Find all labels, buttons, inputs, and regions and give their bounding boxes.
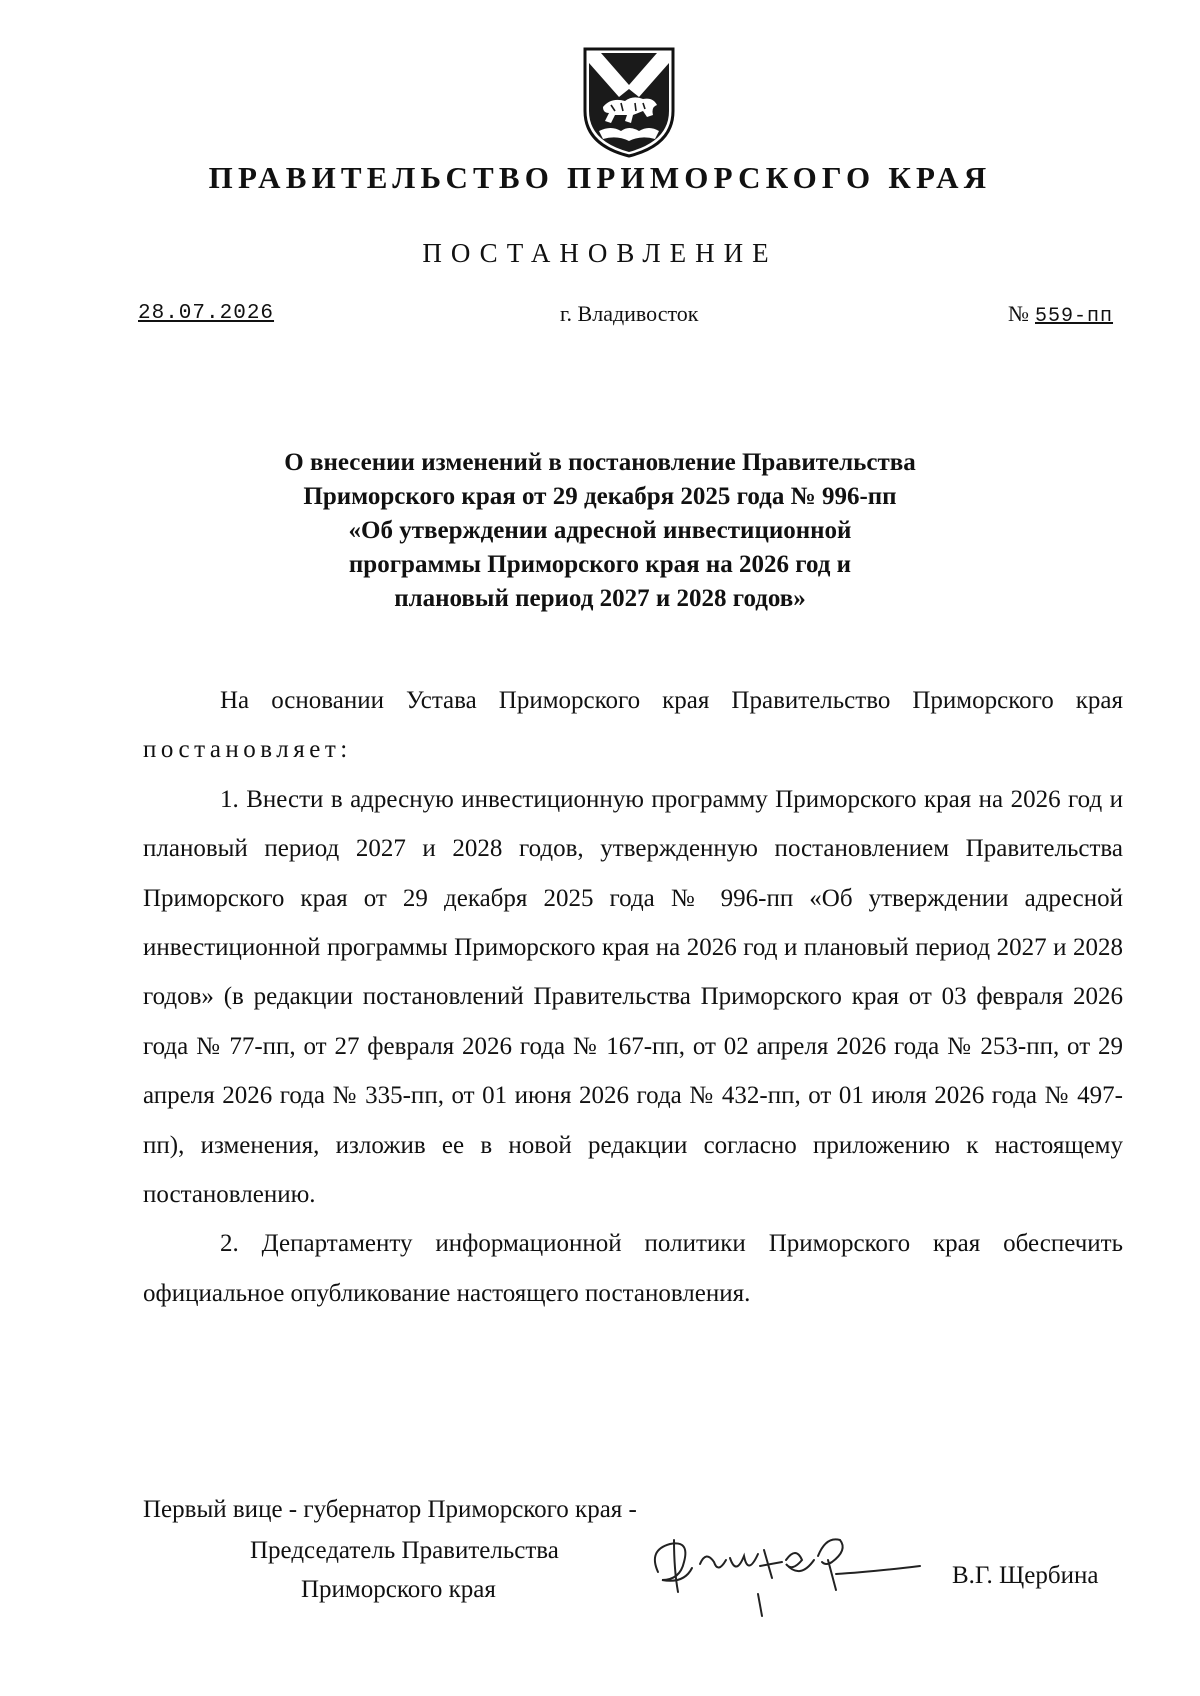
heading-line: программы Приморского края на 2026 год и bbox=[348, 551, 852, 578]
preamble-paragraph bbox=[143, 676, 1123, 775]
signatory-title-line-2: Председатель Правительства bbox=[250, 1537, 559, 1564]
heading-line: «Об утверждении адресной инвестиционной bbox=[348, 517, 852, 544]
document-date: 28.07.2026 bbox=[138, 302, 275, 325]
coat-of-arms-icon bbox=[581, 45, 677, 160]
heading-line: плановый период 2027 и 2028 годов» bbox=[394, 585, 806, 612]
document-number: 559-пп bbox=[1035, 305, 1114, 328]
signatory-title-line-1: Первый вице - губернатор Приморского края - bbox=[143, 1496, 637, 1523]
signatory-title-line-3: Приморского края bbox=[301, 1576, 496, 1603]
document-type: ПОСТАНОВЛЕНИЕ bbox=[422, 238, 778, 268]
item-2-paragraph: 2. Департаменту информационной политики Приморского края обеспечить официальное опубликование настоящего постановления. bbox=[143, 1230, 1123, 1307]
number-sign: № bbox=[1008, 301, 1029, 326]
preamble-verb: постановляет: bbox=[143, 736, 352, 764]
document-body bbox=[143, 676, 1123, 1318]
document-heading bbox=[200, 446, 1000, 616]
document-city: г. Владивосток bbox=[560, 301, 699, 326]
signatory-name: В.Г. Щербина bbox=[952, 1562, 1099, 1589]
heading-line: Приморского края от 29 декабря 2025 года № 996-пп bbox=[303, 483, 897, 510]
item-1-paragraph: 1. Внести в адресную инвестиционную программу Приморского края на 2026 год и плановый период 2027 и 2028 годов, утвержденную постановлением Правительства Приморского края от 29 декабря 2025 года № 996-пп «Об утверждении адресной инвестиционной программы Приморского края на 2026 год и плановый период 2027 и 2028 годов» (в редакции постановлений Правительства Приморского края от 03 февраля 2026 года № 77-пп, от 27 февраля 2026 года № 167-пп, от 02 апреля 2026 года № 253-пп, от 29 апреля 2026 года № 335-пп, от 01 июня 2026 года № 432-пп, от 01 июля 2026 года № 497-пп), изменения, изложив ее в новой редакции согласно приложению к настоящему постановлению. bbox=[143, 785, 1123, 1209]
preamble-text: На основании Устава Приморского края Правительство Приморского края bbox=[220, 687, 1123, 714]
handwritten-signature bbox=[640, 1510, 940, 1630]
organization-title: ПРАВИТЕЛЬСТВО ПРИМОРСКОГО КРАЯ bbox=[208, 160, 992, 195]
heading-line: О внесении изменений в постановление Правительства bbox=[284, 449, 916, 476]
document-number-block bbox=[1008, 301, 1113, 328]
